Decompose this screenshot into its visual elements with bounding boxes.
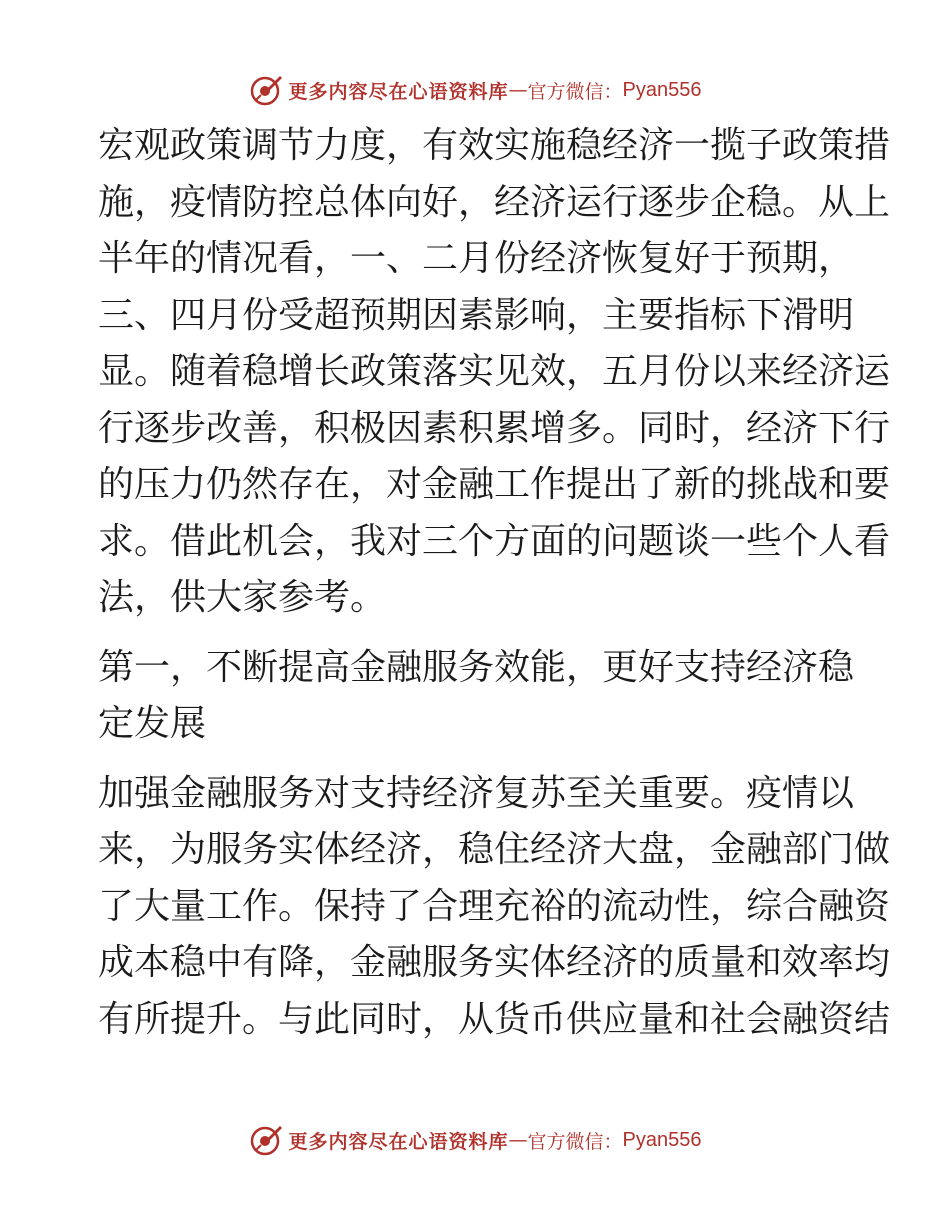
text-line: 来，为服务实体经济，稳住经济大盘，金融部门做 xyxy=(98,829,891,870)
header-site-text: 更多内容尽在心语资料库 xyxy=(288,80,509,103)
text-line: 加强金融服务对支持经济复苏至关重要。疫情以 xyxy=(98,772,855,814)
text-line: 法，供大家参考。 xyxy=(98,577,387,618)
text-line: 施，疫情防控总体向好，经济运行逐步企稳。从上 xyxy=(98,181,891,223)
footer-separator: — xyxy=(508,1129,528,1151)
text-line: 的压力仍然存在，对金融工作提出了新的挑战和要 xyxy=(98,464,891,505)
heading-line: 定发展 xyxy=(98,703,207,744)
text-line: 半年的情况看，一、二月份经济恢复好于预期， xyxy=(98,238,855,279)
section-heading xyxy=(98,640,854,753)
header-banner xyxy=(0,70,950,110)
text-line: 了大量工作。保持了合理充裕的流动性，综合融资 xyxy=(98,885,891,927)
text-line: 行逐步改善，积极因素积累增多。同时，经济下行 xyxy=(98,407,891,449)
text-line: 三、四月份受超预期因素影响，主要指标下滑明 xyxy=(98,294,855,336)
heading-line: 第一，不断提高金融服务效能，更好支持经济稳 xyxy=(98,646,855,688)
footer-wechat-label: 官方微信： xyxy=(527,1130,623,1153)
header-separator: — xyxy=(508,79,528,101)
text-line: 成本稳中有降，金融服务实体经济的质量和效率均 xyxy=(98,942,891,983)
header-wechat-id: Pyan556 xyxy=(622,78,702,101)
text-line: 宏观政策调节力度，有效实施稳经济一揽子政策措 xyxy=(98,125,891,166)
footer-site-text: 更多内容尽在心语资料库 xyxy=(288,1130,509,1153)
pen-logo-icon xyxy=(249,73,283,107)
text-line: 求。借此机会，我对三个方面的问题谈一些个人看 xyxy=(98,520,891,562)
text-line: 有所提升。与此同时，从货币供应量和社会融资结 xyxy=(98,998,891,1040)
pen-logo-icon xyxy=(249,1123,283,1157)
footer-wechat-id: Pyan556 xyxy=(622,1128,702,1151)
paragraph-1 xyxy=(98,118,891,627)
document-body xyxy=(98,118,891,1048)
paragraph-2 xyxy=(98,766,891,1049)
text-line: 显。随着稳增长政策落实见效，五月份以来经济运 xyxy=(98,351,891,392)
footer-banner xyxy=(0,1120,950,1160)
header-wechat-label: 官方微信： xyxy=(527,80,623,103)
